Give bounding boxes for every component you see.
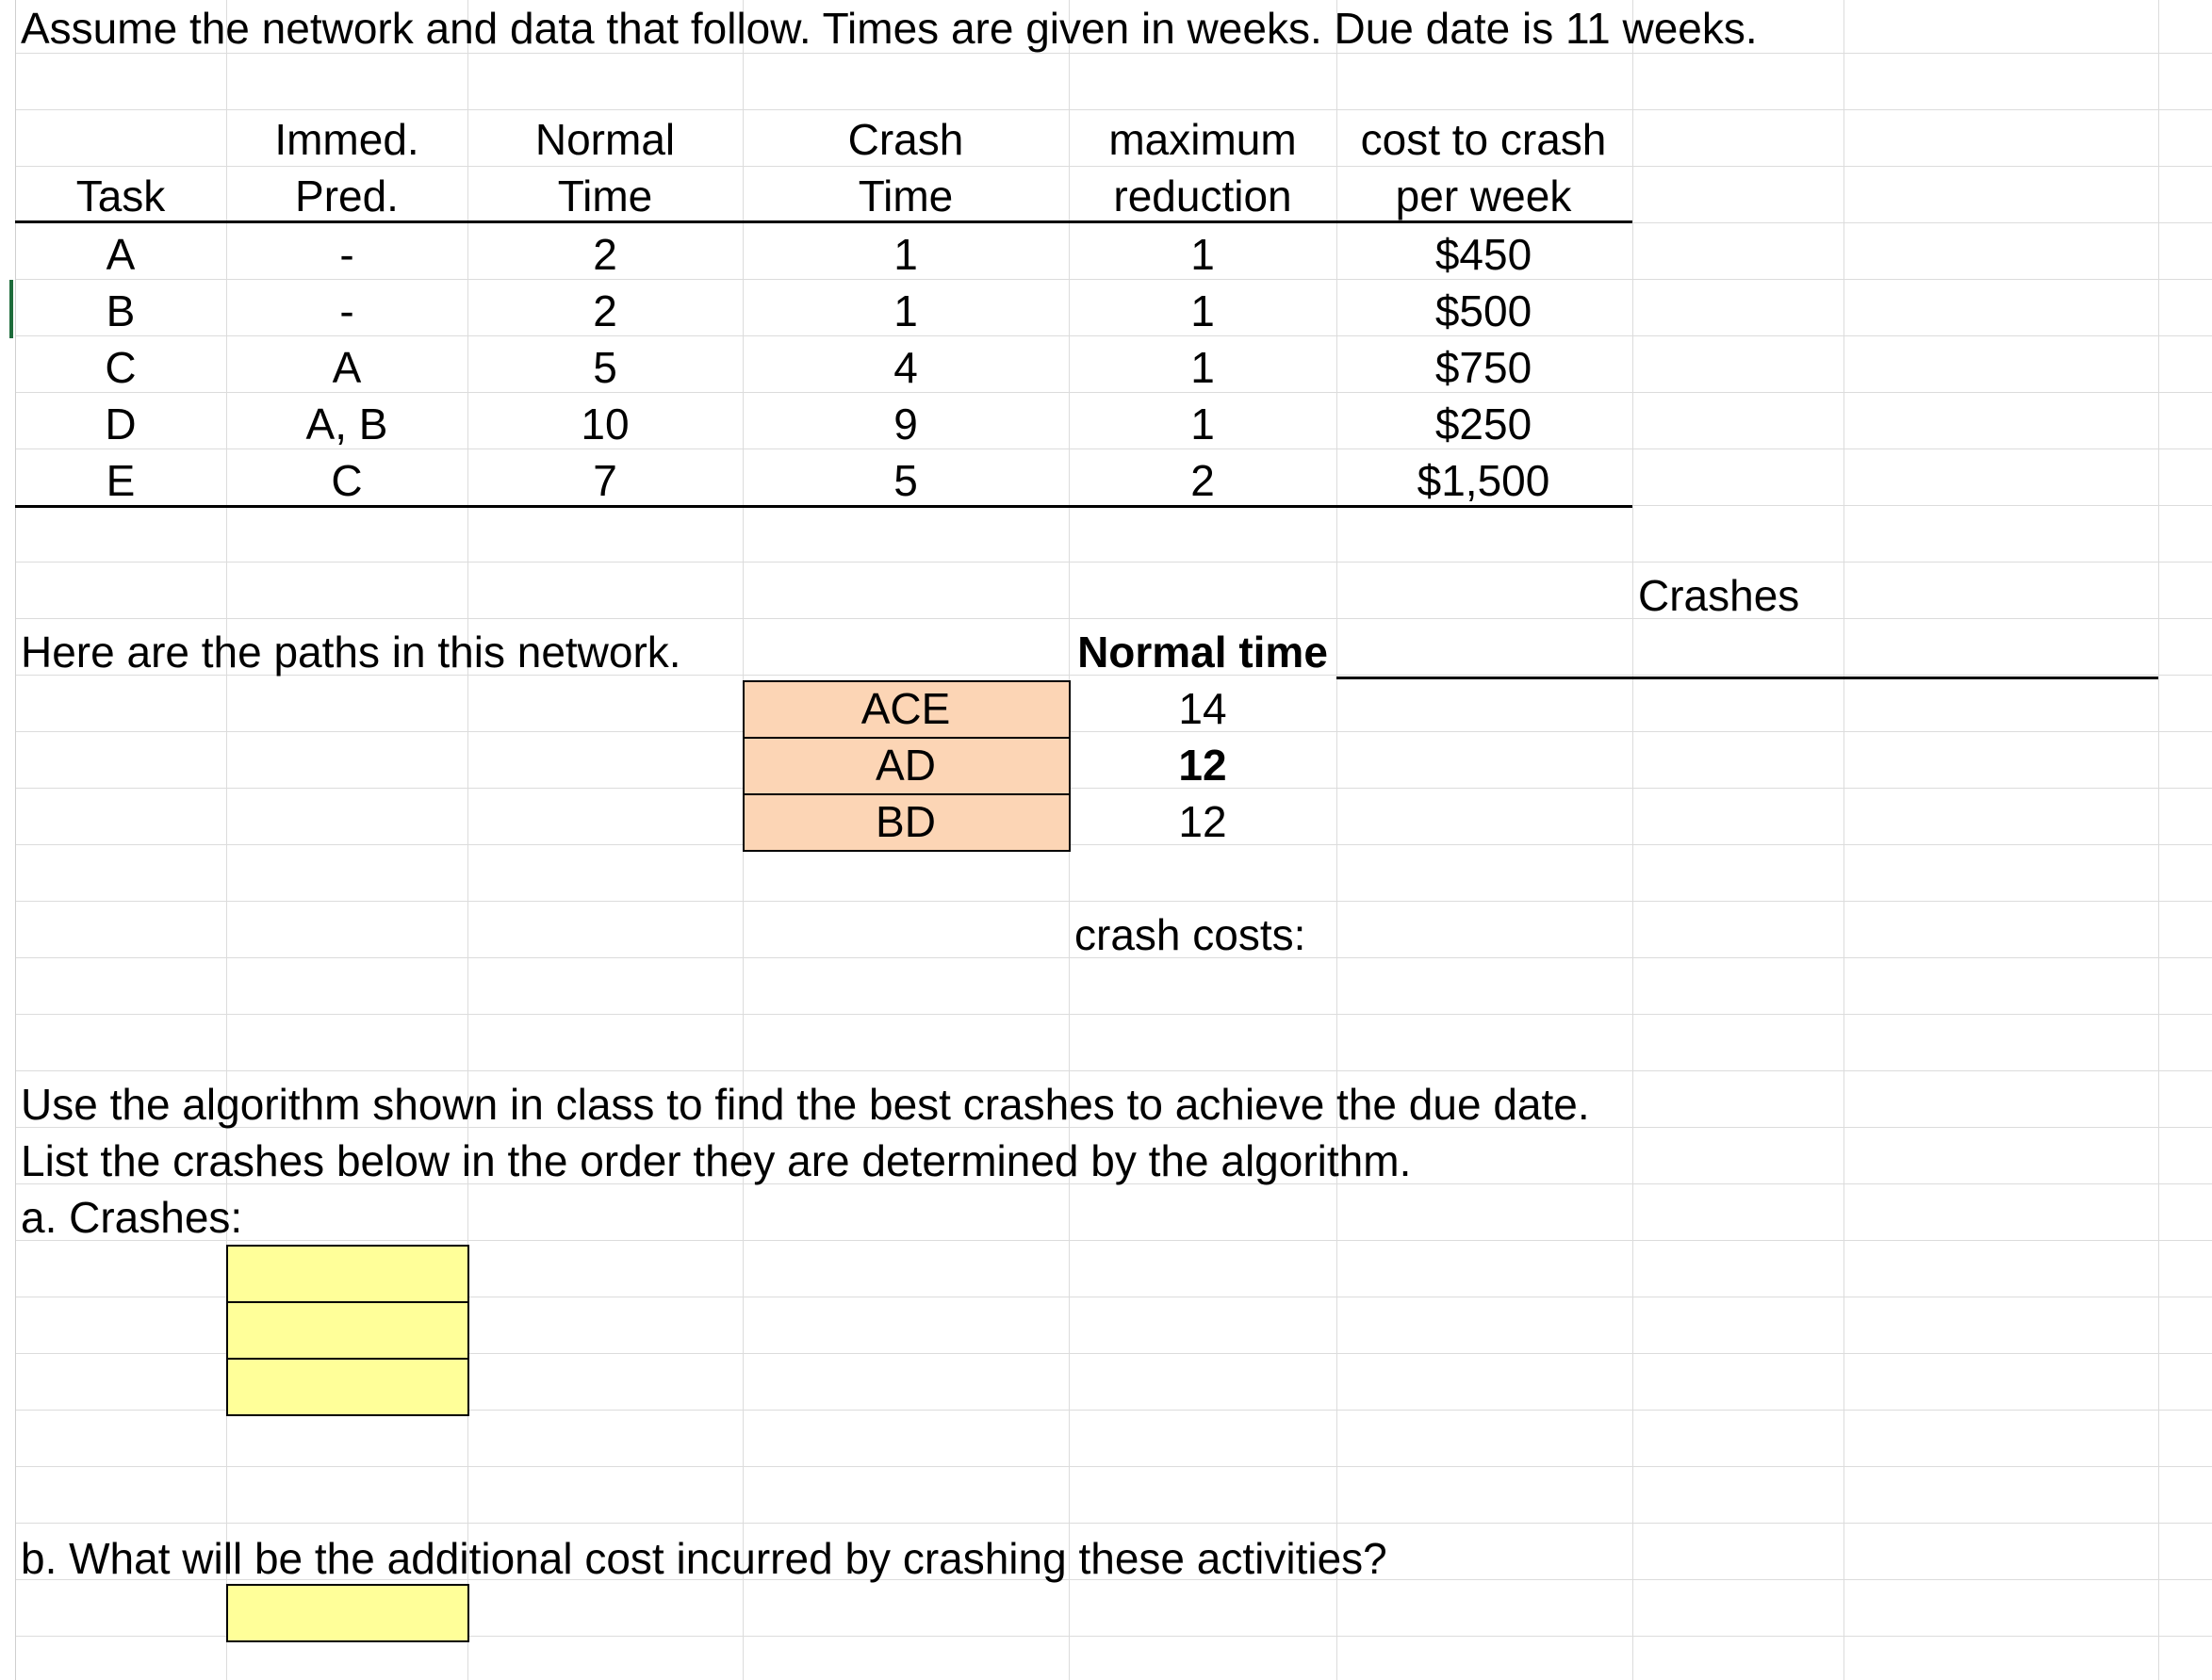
header-immed[interactable]: Immed. [274, 115, 419, 164]
cell-crash[interactable]: 1 [893, 286, 918, 335]
cell-task[interactable]: B [106, 286, 136, 335]
cell-task[interactable]: E [106, 456, 136, 505]
crash-answer-input[interactable] [226, 1358, 469, 1416]
header-task[interactable]: Task [75, 171, 166, 220]
gridline-horizontal [0, 109, 2212, 110]
path-name: AD [876, 741, 936, 790]
crash-answer-input[interactable] [226, 1301, 469, 1360]
header-crash-time[interactable]: Time [858, 171, 954, 220]
cell-crash[interactable]: 5 [893, 456, 918, 505]
header-normal[interactable]: Normal [534, 115, 676, 164]
gridline-horizontal [0, 618, 2212, 619]
normal-time-header[interactable]: Normal time [1077, 628, 1328, 677]
gridline-horizontal [0, 1466, 2212, 1467]
cell-normal[interactable]: 2 [593, 286, 617, 335]
cell-normal[interactable]: 10 [581, 400, 630, 449]
row-gutter [0, 0, 16, 1680]
cell-crash[interactable]: 4 [893, 343, 918, 392]
cell-max[interactable]: 1 [1190, 286, 1215, 335]
cell-pred[interactable]: A, B [305, 400, 388, 449]
cell-max[interactable]: 1 [1190, 343, 1215, 392]
crash-answer-input[interactable] [226, 1245, 469, 1303]
cell-max[interactable]: 1 [1190, 230, 1215, 279]
path-time[interactable]: 12 [1178, 741, 1227, 790]
path-time[interactable]: 12 [1178, 797, 1227, 846]
cell-task[interactable]: C [105, 343, 137, 392]
question-a[interactable]: a. Crashes: [21, 1193, 243, 1242]
question-b[interactable]: b. What will be the additional cost incurred by crashing these activities? [21, 1534, 1387, 1583]
header-cost[interactable]: cost to crash [1360, 115, 1607, 164]
cell-cost[interactable]: $500 [1434, 286, 1532, 335]
cell-crash[interactable]: 1 [893, 230, 918, 279]
path-name: BD [876, 797, 936, 846]
cell-max[interactable]: 2 [1190, 456, 1215, 505]
table-bottom-rule [15, 505, 1632, 508]
cell-cost[interactable]: $250 [1434, 400, 1532, 449]
path-time[interactable]: 14 [1178, 684, 1227, 733]
gridline-horizontal [0, 1523, 2212, 1524]
instruction-line[interactable]: Use the algorithm shown in class to find the best crashes to achieve the due date. [21, 1080, 1590, 1129]
crashes-underline [1336, 677, 2158, 679]
cell-task[interactable]: D [105, 400, 137, 449]
header-crash[interactable]: Crash [847, 115, 964, 164]
crashes-label[interactable]: Crashes [1638, 571, 1800, 620]
table-header-rule [15, 220, 1632, 223]
cell-normal[interactable]: 5 [593, 343, 617, 392]
gridline-horizontal [0, 1070, 2212, 1071]
cell-cost[interactable]: $1,500 [1417, 456, 1550, 505]
gridline-vertical [1843, 0, 1844, 1680]
crash-costs-label[interactable]: crash costs: [1074, 910, 1306, 959]
header-pred[interactable]: Pred. [295, 171, 399, 220]
active-cell-marker [9, 280, 13, 338]
cell-pred[interactable]: C [331, 456, 363, 505]
gridline-horizontal [0, 1240, 2212, 1241]
cell-cost[interactable]: $750 [1434, 343, 1532, 392]
cell-normal[interactable]: 2 [593, 230, 617, 279]
cell-cost[interactable]: $450 [1434, 230, 1532, 279]
header-per-week[interactable]: per week [1395, 171, 1572, 220]
gridline-horizontal [0, 1014, 2212, 1015]
cell-pred[interactable]: - [339, 286, 354, 335]
intro-text[interactable]: Assume the network and data that follow. Times are given in weeks. Due date is 11 weeks. [21, 4, 1758, 53]
cell-normal[interactable]: 7 [593, 456, 617, 505]
gridline-vertical [2158, 0, 2159, 1680]
gridline-vertical [1632, 0, 1633, 1680]
gridline-horizontal [0, 901, 2212, 902]
gridline-horizontal [0, 562, 2212, 563]
cell-task[interactable]: A [106, 230, 136, 279]
instruction-line[interactable]: List the crashes below in the order they are determined by the algorithm. [21, 1136, 1412, 1185]
header-reduction[interactable]: reduction [1113, 171, 1292, 220]
cell-pred[interactable]: A [332, 343, 362, 392]
cost-answer-input[interactable] [226, 1584, 469, 1642]
paths-label[interactable]: Here are the paths in this network. [21, 628, 681, 677]
path-name: ACE [860, 684, 951, 733]
cell-crash[interactable]: 9 [893, 400, 918, 449]
cell-pred[interactable]: - [339, 230, 354, 279]
header-time[interactable]: Time [557, 171, 653, 220]
header-maximum[interactable]: maximum [1108, 115, 1297, 164]
cell-max[interactable]: 1 [1190, 400, 1215, 449]
